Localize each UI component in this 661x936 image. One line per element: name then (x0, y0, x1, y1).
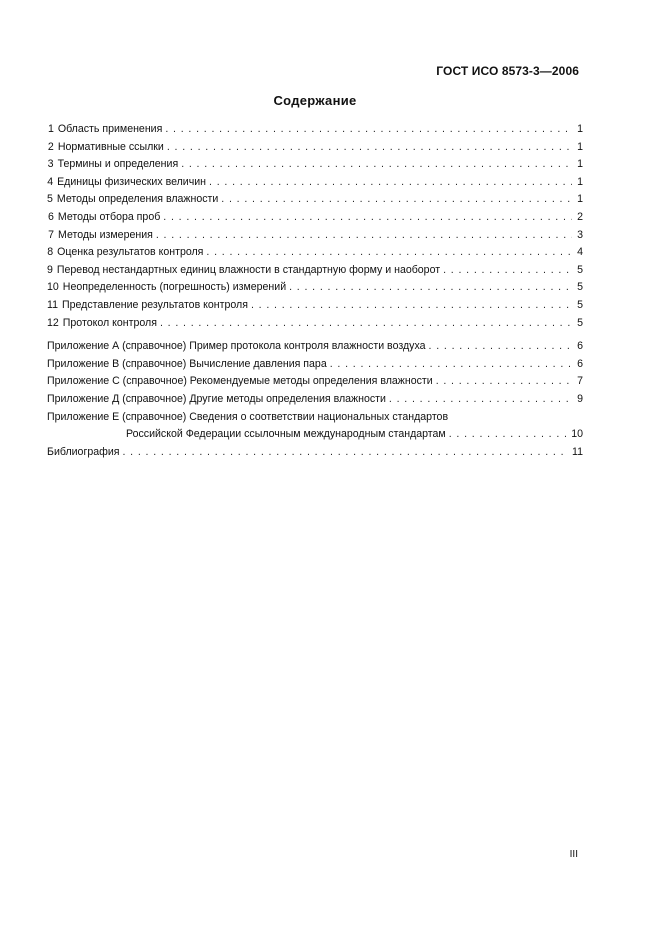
toc-entry-page: 6 (577, 357, 583, 370)
toc-leader-dots (181, 156, 572, 174)
toc-entry-page: 5 (577, 316, 583, 329)
document-code: ГОСТ ИСО 8573-3—2006 (436, 64, 579, 78)
toc-entry-page: 10 (571, 428, 583, 441)
toc-entry-number: 12 (47, 316, 59, 329)
toc-entry (47, 373, 583, 391)
toc-entry (47, 209, 583, 227)
table-of-contents (47, 121, 583, 461)
toc-leader-dots (289, 279, 572, 297)
toc-appendix-e-line2 (47, 426, 583, 444)
toc-entry-label: Приложение А (справочное) Пример протокола контроля влажности воздуха (47, 340, 426, 353)
toc-entry-label: Оценка результатов контроля (57, 246, 204, 259)
toc-entry-label: Область применения (57, 123, 163, 135)
toc-entry-number: 1 (47, 123, 54, 135)
toc-entry (47, 356, 583, 374)
toc-entry-page: 5 (577, 298, 583, 311)
toc-entry-label: Единицы физических величин (57, 175, 207, 188)
toc-entry-page: 5 (577, 263, 583, 276)
toc-entry-page: 11 (572, 445, 583, 458)
toc-entry-label: Протокол контроля (62, 316, 157, 329)
toc-entry-page: 3 (577, 228, 583, 241)
toc-entry-label: Приложение С (справочное) Рекомендуемые методы определения влажности (47, 375, 433, 388)
toc-entry-number: 5 (47, 193, 53, 206)
toc-entry-page: 2 (577, 210, 583, 223)
toc-bibliography (47, 444, 583, 462)
toc-leader-dots (165, 121, 572, 139)
toc-entry-label: Методы определения влажности (56, 193, 219, 206)
toc-entry-label: Перевод нестандартных единиц влажности в стандартную форму и наоборот (56, 263, 441, 276)
toc-leader-dots (167, 139, 572, 157)
toc-entry-page: 4 (577, 246, 583, 259)
toc-leader-dots (206, 244, 572, 262)
toc-entry-page: 9 (577, 392, 583, 405)
toc-entry-page: 1 (577, 140, 583, 153)
toc-entry-label: Неопределенность (погрешность) измерений (62, 281, 287, 294)
toc-appendices (47, 338, 583, 408)
toc-entry-page: 1 (577, 123, 583, 135)
toc-entry (47, 262, 583, 280)
toc-entry-label: Приложение В (справочное) Вычисление давления пара (47, 357, 327, 370)
toc-leader-dots (221, 191, 572, 209)
toc-leader-dots (122, 444, 569, 462)
toc-leader-dots (163, 209, 572, 227)
toc-appendix-e-line1: Приложение Е (справочное) Сведения о соответствии национальных стандартов (47, 410, 449, 423)
toc-entry-label: Приложение Д (справочное) Другие методы определения влажности (47, 392, 386, 405)
toc-leader-dots (389, 391, 572, 409)
toc-leader-dots (436, 373, 572, 391)
toc-leader-dots (330, 356, 572, 374)
toc-entry-label: Методы отбора проб (57, 210, 161, 223)
page-title: Содержание (273, 93, 357, 108)
toc-entry-page: 7 (577, 375, 583, 388)
toc-entry-number: 2 (47, 140, 54, 153)
toc-entry (47, 156, 583, 174)
toc-entry (47, 391, 583, 409)
toc-entry-number: 3 (47, 158, 54, 171)
toc-entry-label: Российской Федерации ссылочным международным стандартам (126, 428, 446, 441)
toc-entry (47, 279, 583, 297)
page-number: III (569, 849, 578, 860)
toc-entry (47, 297, 583, 315)
toc-entry-page: 5 (577, 281, 583, 294)
toc-entry (47, 174, 583, 192)
toc-leader-dots (251, 297, 572, 315)
toc-entry-page: 1 (577, 158, 583, 171)
toc-entry (47, 121, 583, 139)
toc-leader-dots (209, 174, 572, 192)
toc-entry-page: 1 (577, 175, 583, 188)
toc-entry-number: 9 (47, 263, 53, 276)
toc-leader-dots (156, 227, 572, 245)
toc-entry-label: Нормативные ссылки (57, 140, 164, 153)
toc-entry-number: 11 (47, 298, 58, 311)
toc-entry (47, 139, 583, 157)
toc-entry-page: 1 (577, 193, 583, 206)
toc-entry-number: 6 (47, 210, 54, 223)
toc-entry-label: Термины и определения (57, 158, 179, 171)
toc-entry-number: 7 (48, 228, 54, 241)
toc-entry (47, 315, 583, 333)
toc-entry (47, 338, 583, 356)
toc-entry (47, 191, 583, 209)
toc-entry-number: 8 (47, 246, 54, 259)
toc-leader-dots (160, 315, 572, 333)
toc-leader-dots (429, 338, 572, 356)
toc-entry-label: Библиография (47, 445, 120, 458)
toc-leader-dots (443, 262, 572, 280)
toc-entry-number: 4 (47, 175, 54, 188)
toc-entry-label: Методы измерения (58, 228, 153, 241)
toc-leader-dots (449, 426, 568, 444)
toc-sections (47, 121, 583, 332)
toc-entry-number: 10 (47, 281, 59, 294)
toc-entry-page: 6 (577, 340, 583, 353)
toc-entry (47, 244, 583, 262)
toc-entry (47, 227, 583, 245)
toc-entry-label: Представление результатов контроля (62, 298, 248, 311)
